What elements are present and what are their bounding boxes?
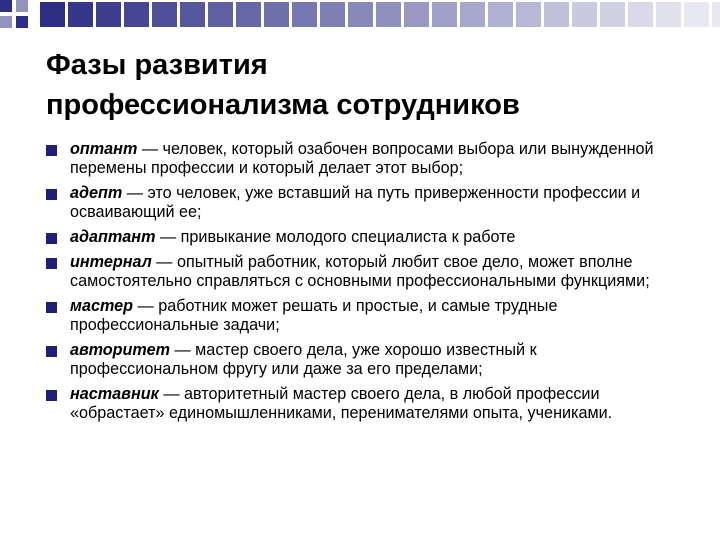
decorative-square — [628, 2, 653, 27]
phase-term: наставник — [70, 385, 159, 403]
decorative-square — [124, 2, 149, 27]
square-bullet-icon — [46, 302, 57, 313]
decorative-square — [68, 2, 93, 27]
decorative-square — [16, 0, 28, 12]
decorative-square — [292, 2, 317, 27]
phase-description: — привыкание молодого специалиста к работе — [155, 228, 516, 246]
phase-term: оптант — [70, 140, 138, 158]
phase-description: — авторитетный мастер своего дела, в любой профессии «обрастает» единомышленниками, перенимателями опыта, учениками. — [70, 385, 613, 422]
decorative-square — [0, 16, 12, 28]
decorative-square — [600, 2, 625, 27]
phase-description: — человек, который озабочен вопросами выбора или вынужденной перемены профессии и который делает этот выбор; — [70, 140, 654, 177]
decorative-square — [320, 2, 345, 27]
phase-description: — опытный работник, который любит свое дело, может вполне самостоятельно справляться с основными профессиональными функциями; — [70, 253, 650, 290]
decorative-square — [236, 2, 261, 27]
square-bullet-icon — [46, 189, 57, 200]
decorative-square — [656, 2, 681, 27]
square-bullet-icon — [46, 346, 57, 357]
decorative-square — [712, 2, 720, 27]
decorative-square — [376, 2, 401, 27]
phase-term: интернал — [70, 253, 152, 271]
decorative-square — [0, 0, 12, 12]
decorative-square-strip — [0, 0, 720, 40]
square-bullet-icon — [46, 145, 57, 156]
slide-title — [46, 45, 686, 125]
list-item — [44, 140, 684, 178]
decorative-square — [488, 2, 513, 27]
decorative-square — [516, 2, 541, 27]
list-item — [44, 228, 684, 247]
list-item — [44, 184, 684, 222]
decorative-square — [152, 2, 177, 27]
phase-term: мастер — [70, 297, 134, 315]
decorative-square — [208, 2, 233, 27]
phase-term: адепт — [70, 184, 123, 202]
list-item — [44, 253, 684, 291]
phase-list — [44, 140, 684, 429]
decorative-square — [16, 16, 28, 28]
decorative-square — [572, 2, 597, 27]
decorative-square — [264, 2, 289, 27]
title-line-2: профессионализма сотрудников — [46, 89, 520, 121]
decorative-square — [40, 2, 65, 27]
phase-description: — это человек, уже вставший на путь приверженности профессии и осваивающий ее; — [70, 184, 641, 221]
phase-term: адаптант — [70, 228, 156, 246]
list-item — [44, 385, 684, 423]
list-item — [44, 341, 684, 379]
decorative-square — [544, 2, 569, 27]
square-bullet-icon — [46, 390, 57, 401]
decorative-square — [432, 2, 457, 27]
decorative-square — [684, 2, 709, 27]
decorative-square — [460, 2, 485, 27]
decorative-square — [348, 2, 373, 27]
square-bullet-icon — [46, 233, 57, 244]
phase-description: — работник может решать и простые, и самые трудные профессиональные задачи; — [70, 297, 558, 334]
list-item — [44, 297, 684, 335]
phase-term: авторитет — [70, 341, 170, 359]
title-line-1: Фазы развития — [46, 49, 268, 81]
decorative-square — [96, 2, 121, 27]
decorative-square — [404, 2, 429, 27]
square-bullet-icon — [46, 258, 57, 269]
decorative-square — [180, 2, 205, 27]
phase-description: — мастер своего дела, уже хорошо известный к профессиональном фругу или даже за его пределами; — [70, 341, 537, 378]
